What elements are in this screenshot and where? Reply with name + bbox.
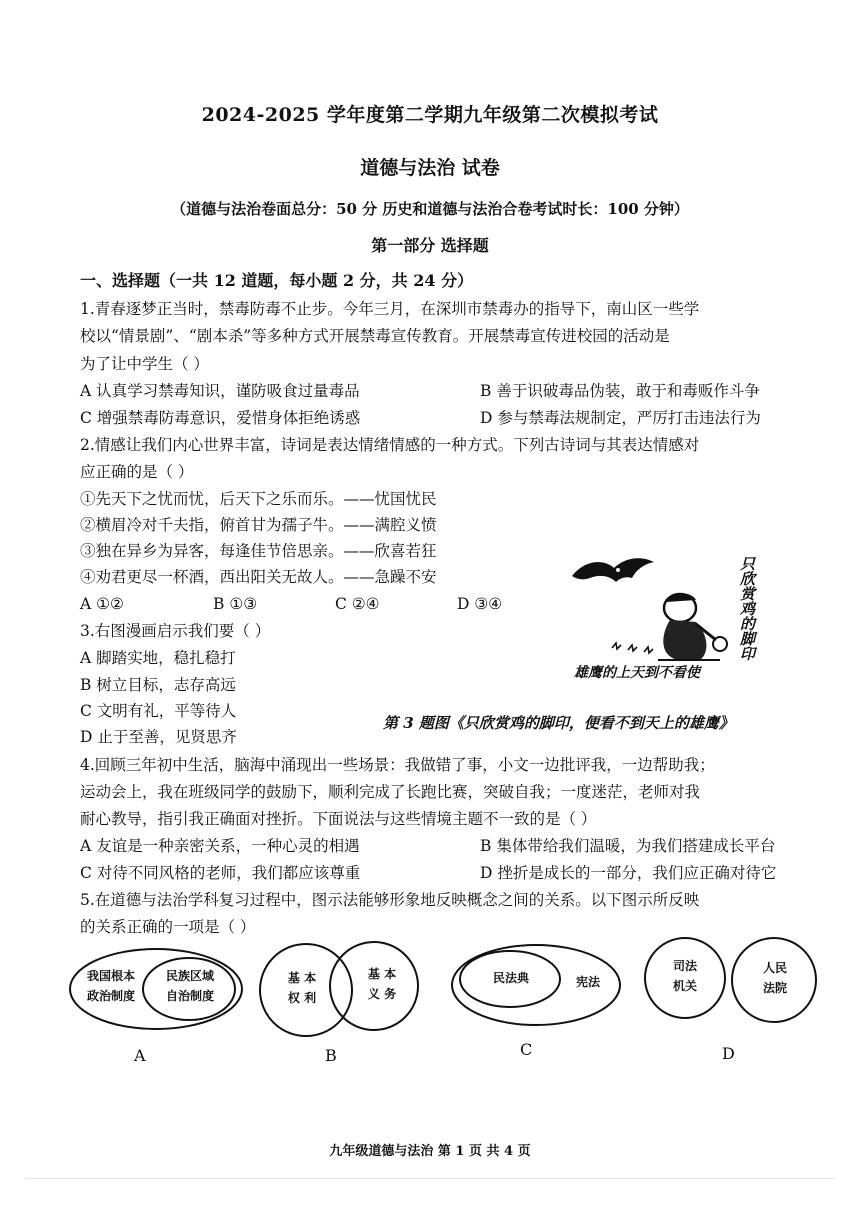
diagram-a-outer-line1: 我国根本 [86,969,135,983]
diagram-b-left-label [272,968,332,1008]
cartoon-bottom-text: 雄鹰的上天到不看使 [574,665,700,681]
q1-option-a: A 认真学习禁毒知识，谨防吸食过量毒品 [80,382,360,400]
q2-option-b: B ①③ [213,595,258,613]
q4-line1: 4.回顾三年初中生活，脑海中涌现出一些场景：我做错了事，小文一边批评我，一边帮助我； [80,756,715,774]
q3-figure-caption: 第 3 题图《只欣赏鸡的脚印，便看不到天上的雄鹰》 [383,714,734,732]
q4-option-d: D 挫折是成长的一部分，我们应正确对待它 [480,864,777,882]
q2-option-a: A ①② [80,595,124,613]
q2-line1: 2.情感让我们内心世界丰富，诗词是表达情绪情感的一种方式。下列古诗词与其表达情感对 [80,436,700,454]
q2-poem-4: ④劝君更尽一杯酒，西出阳关无故人。——急躁不安 [80,568,437,586]
q1-option-c: C 增强禁毒防毒意识，爱惜身体拒绝诱惑 [80,409,361,427]
q3-option-a: A 脚踏实地，稳扎稳打 [80,649,236,667]
q2-line2: 应正确的是（ ） [80,463,194,481]
diagram-a-letter: A [134,1046,146,1065]
q4-option-c: C 对待不同风格的老师，我们都应该尊重 [80,864,361,882]
diagram-a-outer-label [78,966,144,1006]
chicken-footprints-icon [612,643,653,653]
diagram-d-right-label [750,958,800,998]
cartoon-side-text: 只欣赏鸡的脚印 [738,556,756,661]
diagram-b-left-line1: 基 本 [287,971,317,985]
diagram-d-left-label [660,956,710,996]
q3-option-d: D 止于至善，见贤思齐 [80,728,237,746]
exam-title: 2024-2025 学年度第二学期九年级第二次模拟考试 [201,104,659,126]
diagram-b-right-line2: 义 务 [367,987,397,1001]
diagram-a-outer-line2: 政治制度 [86,989,135,1003]
bottom-divider [25,1178,835,1179]
person-with-magnifier-icon [658,593,727,660]
q3-option-b: B 树立目标，志存高远 [80,676,236,694]
q1-line2: 校以“情景剧”、“剧本杀”等多种方式开展禁毒宣传教育。开展禁毒宣传进校园的活动是 [80,327,670,345]
eagle-icon [572,558,654,582]
diagram-c-outer-label: 宪法 [575,975,600,989]
diagram-b-right-label [352,964,412,1004]
diagram-b-letter: B [325,1046,337,1065]
diagram-c-letter: C [520,1040,533,1059]
exam-note: （道德与法治卷面总分：50 分 历史和道德与法治合卷考试时长：100 分钟） [171,200,689,218]
q1-line1: 1.青春逐梦正当时，禁毒防毒不止步。今年三月，在深圳市禁毒办的指导下，南山区一些学 [80,300,700,318]
q2-option-c: C ②④ [335,595,380,613]
diagram-a-inner-line2: 自治制度 [165,989,214,1003]
page-footer: 九年级道德与法治 第 1 页 共 4 页 [329,1144,531,1159]
diagram-d-right-line2: 法院 [762,981,787,995]
diagram-d-left-line2: 机关 [672,979,697,993]
q5-line1: 5.在道德与法治学科复习过程中，图示法能够形象地反映概念之间的关系。以下图示所反映 [80,891,700,909]
diagram-b-left-line2: 权 利 [287,991,317,1005]
q4-line2: 运动会上，我在班级同学的鼓励下，顺利完成了长跑比赛，突破自我；一度迷茫，老师对我 [80,783,701,801]
q1-line3: 为了让中学生（ ） [80,355,209,373]
q3-option-c: C 文明有礼，平等待人 [80,702,237,720]
q2-poem-3: ③独在异乡为异客，每逢佳节倍思亲。——欣喜若狂 [80,542,437,560]
q5-line2: 的关系正确的一项是（ ） [80,918,256,936]
q2-poem-2: ②横眉冷对千夫指，俯首甘为孺子牛。——满腔义愤 [80,516,437,534]
section-heading: 一、选择题（一共 12 道题，每小题 2 分，共 24 分） [80,271,474,290]
q4-option-a: A 友谊是一种亲密关系，一种心灵的相遇 [80,837,360,855]
q3-line1: 3.右图漫画启示我们要（ ） [80,622,271,640]
diagram-d-right-line1: 人民 [762,961,787,975]
diagram-a-inner-line1: 民族区域 [165,969,214,983]
subject-title: 道德与法治 试卷 [360,157,500,179]
q2-poem-1: ①先天下之忧而忧，后天下之乐而乐。——忧国忧民 [80,490,437,508]
diagram-d-letter: D [722,1044,735,1063]
diagram-a-inner-label [150,966,230,1006]
q4-line3: 耐心教导，指引我正确面对挫折。下面说法与这些情境主题不一致的是（ ） [80,810,597,828]
q1-option-d: D 参与禁毒法规制定，严厉打击违法行为 [480,409,761,427]
diagram-c-inner-label: 民法典 [492,971,529,985]
part-heading: 第一部分 选择题 [371,236,489,255]
q2-option-d: D ③④ [457,595,503,613]
q4-option-b: B 集体带给我们温暖，为我们搭建成长平台 [480,837,776,855]
q1-option-b: B 善于识破毒品伪装，敢于和毒贩作斗争 [480,382,760,400]
diagram-b-right-line1: 基 本 [367,967,397,981]
diagram-d-left-line1: 司法 [672,959,697,973]
